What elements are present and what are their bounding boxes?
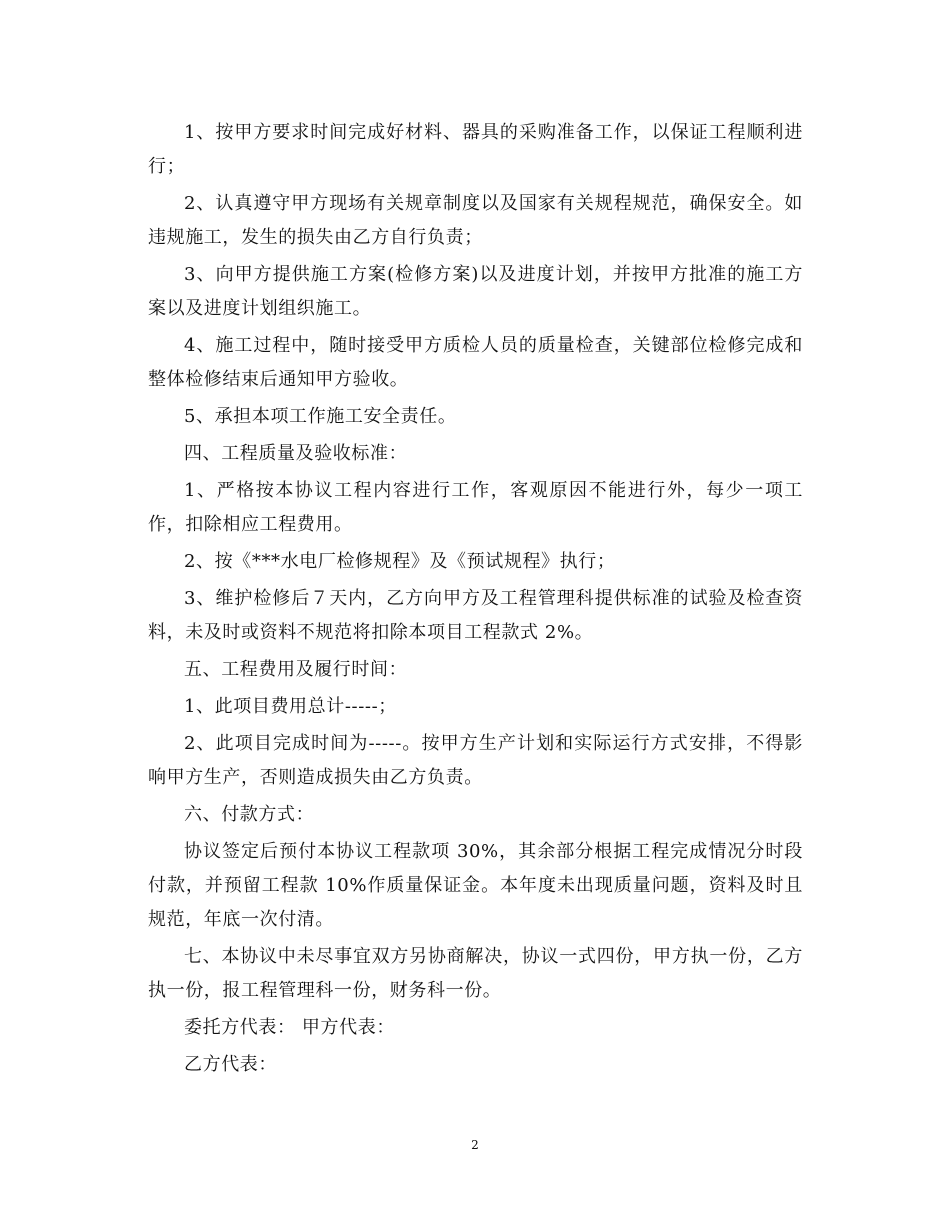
- paragraph-quality-3: 3、维护检修后７天内，乙方向甲方及工程管理科提供标准的试验及检查资料，未及时或资料不规范将扣除本项目工程款式 2%。: [148, 588, 803, 643]
- paragraph-1: 1、按甲方要求时间完成好材料、器具的采购准备工作，以保证工程顺利进行；: [148, 122, 803, 177]
- paragraph-4: 4、施工过程中，随时接受甲方质检人员的质量检查，关键部位检修完成和整体检修结束后通知甲方验收。: [148, 335, 803, 390]
- signature-line-principal: 委托方代表： 甲方代表：: [184, 1017, 395, 1038]
- paragraph-payment: 协议签定后预付本协议工程款项 30%，其余部分根据工程完成情况分时段付款，并预留工程款 10%作质量保证金。本年度未出现质量问题，资料及时且规范，年底一次付清。: [148, 841, 803, 930]
- signature-line-party-b: 乙方代表：: [184, 1054, 277, 1075]
- paragraph-2: 2、认真遵守甲方现场有关规章制度以及国家有关规程规范，确保安全。如违规施工，发生的损失由乙方自行负责；: [148, 193, 803, 248]
- section-heading-fees: 五、工程费用及履行时间：: [184, 659, 408, 680]
- paragraph-other-matters: 七、本协议中未尽事宜双方另协商解决，协议一式四份，甲方执一份，乙方执一份，报工程管理科一份，财务科一份。: [148, 946, 803, 1001]
- section-heading-quality: 四、工程质量及验收标准：: [184, 443, 408, 464]
- paragraph-5: 5、承担本项工作施工安全责任。: [184, 406, 457, 427]
- section-heading-payment: 六、付款方式：: [184, 804, 315, 825]
- document-body: [148, 116, 803, 1085]
- paragraph-fees-1: 1、此项目费用总计-----；: [184, 696, 397, 717]
- page-number: 2: [471, 1138, 479, 1152]
- paragraph-quality-2: 2、按《***水电厂检修规程》及《预试规程》执行；: [184, 551, 616, 572]
- paragraph-fees-2: 2、此项目完成时间为-----。按甲方生产计划和实际运行方式安排，不得影响甲方生产，否则造成损失由乙方负责。: [148, 733, 803, 788]
- paragraph-quality-1: 1、严格按本协议工程内容进行工作，客观原因不能进行外，每少一项工作，扣除相应工程费用。: [148, 480, 803, 535]
- paragraph-3: 3、向甲方提供施工方案(检修方案)以及进度计划，并按甲方批准的施工方案以及进度计划组织施工。: [148, 264, 803, 319]
